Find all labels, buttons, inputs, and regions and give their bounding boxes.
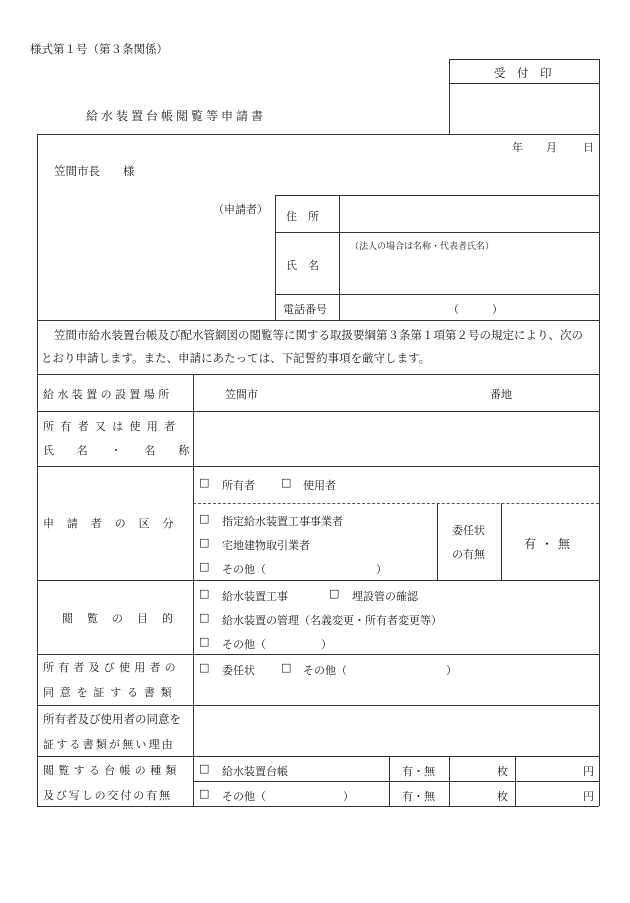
checkbox-realestate[interactable]: □ (199, 536, 210, 549)
category-label: 申請者の区分 (43, 517, 187, 530)
form-number: 様式第１号（第３条関係） (30, 42, 168, 56)
ledger-other-yen: 円 (583, 790, 594, 803)
name-label: 氏 名 (286, 259, 319, 272)
category-contractor-label: 指定給水装置工事事業者 (222, 515, 343, 528)
checkbox-purpose-other[interactable]: □ (199, 635, 210, 648)
purpose-manage-label: 給水装置の管理（名義変更・所有者変更等） (222, 614, 442, 627)
proxy-label-line2: の有無 (452, 548, 485, 561)
name-field[interactable] (340, 252, 598, 293)
checkbox-consent-proxy[interactable]: □ (199, 661, 210, 674)
ledger-main-yes-no[interactable]: 有・無 (402, 765, 435, 778)
ledger-main-sheets: 枚 (497, 765, 508, 778)
phone-field[interactable]: （ ） (448, 303, 503, 316)
ledger-other-yes-no[interactable]: 有・無 (402, 790, 435, 803)
location-field[interactable] (270, 376, 480, 409)
owner-name-field[interactable] (194, 412, 598, 465)
phone-label: 電話番号 (283, 303, 327, 316)
checkbox-contractor[interactable]: □ (199, 512, 210, 525)
checkbox-user[interactable]: □ (281, 476, 292, 489)
checkbox-owner[interactable]: □ (199, 476, 210, 489)
consent-label-line1: 所有者及び使用者の (43, 661, 180, 674)
proxy-yes-no[interactable]: 有・無 (524, 537, 576, 551)
consent-proxy-label: 委任状 (222, 664, 255, 677)
form-title: 給水装置台帳閲覧等申請書 (86, 109, 267, 123)
category-realestate-label: 宅地建物取引業者 (222, 539, 310, 552)
name-note: （法人の場合は名称・代表者氏名） (350, 242, 495, 252)
category-owner-label: 所有者 (222, 479, 255, 492)
body-text-line2: とおり申請します。また、申請にあたっては、下記誓約事項を厳守します。 (41, 351, 431, 365)
ledger-main-label: 給水装置台帳 (222, 765, 288, 778)
addressee: 笠間市長 様 (54, 164, 135, 178)
applicant-label: （申請者） (213, 203, 268, 216)
consent-other-label: その他（ ） (303, 664, 457, 677)
checkbox-ledger-main[interactable]: □ (199, 762, 210, 775)
proxy-label-line1: 委任状 (452, 524, 485, 537)
receipt-stamp-area (450, 84, 598, 134)
category-user-label: 使用者 (303, 479, 336, 492)
category-other-label: その他（ ） (222, 563, 387, 576)
no-consent-label-line1: 所有者及び使用者の同意を (43, 712, 181, 726)
checkbox-category-other[interactable]: □ (199, 560, 210, 573)
owner-label-line2: 氏名・名称 (43, 444, 212, 457)
ledger-other-sheets: 枚 (497, 790, 508, 803)
ledger-label-line1: 閲覧する台帳の種類 (43, 764, 181, 777)
date-month-label: 月 (546, 141, 557, 154)
checkbox-consent-other[interactable]: □ (281, 661, 292, 674)
body-text-line1: 笠間市給水装置台帳及び配水管網図の閲覧等に関する取扱要綱第３条第１項第２号の規定により、次の (54, 328, 583, 342)
date-day-label: 日 (583, 141, 594, 154)
address-field[interactable] (340, 196, 598, 231)
location-banchi: 番地 (490, 388, 512, 401)
location-label: 給水装置の設置場所 (43, 388, 173, 401)
consent-label-line2: 同意を証する書類 (43, 686, 178, 699)
date-year-label: 年 (512, 141, 523, 154)
ledger-main-yen: 円 (583, 765, 594, 778)
checkbox-purpose-manage[interactable]: □ (199, 611, 210, 624)
checkbox-ledger-other[interactable]: □ (199, 787, 210, 800)
purpose-label: 閲覧の目的 (62, 612, 187, 625)
no-consent-label-line2: 証する書類が無い理由 (43, 738, 175, 751)
no-consent-reason-field[interactable] (194, 706, 598, 755)
purpose-other-label: その他（ ） (222, 638, 332, 651)
checkbox-purpose-pipe[interactable]: □ (329, 587, 340, 600)
ledger-other-label: その他（ ） (222, 790, 354, 803)
checkbox-purpose-work[interactable]: □ (199, 587, 210, 600)
purpose-pipe-label: 埋設管の確認 (352, 590, 418, 603)
owner-label-line1: 所有者又は使用者 (43, 420, 182, 433)
purpose-work-label: 給水装置工事 (222, 590, 288, 603)
receipt-stamp-label: 受 付 印 (494, 66, 552, 80)
address-label: 住 所 (286, 210, 319, 223)
location-city: 笠間市 (225, 388, 258, 401)
ledger-label-line2: 及び写しの交付の有無 (43, 789, 172, 802)
